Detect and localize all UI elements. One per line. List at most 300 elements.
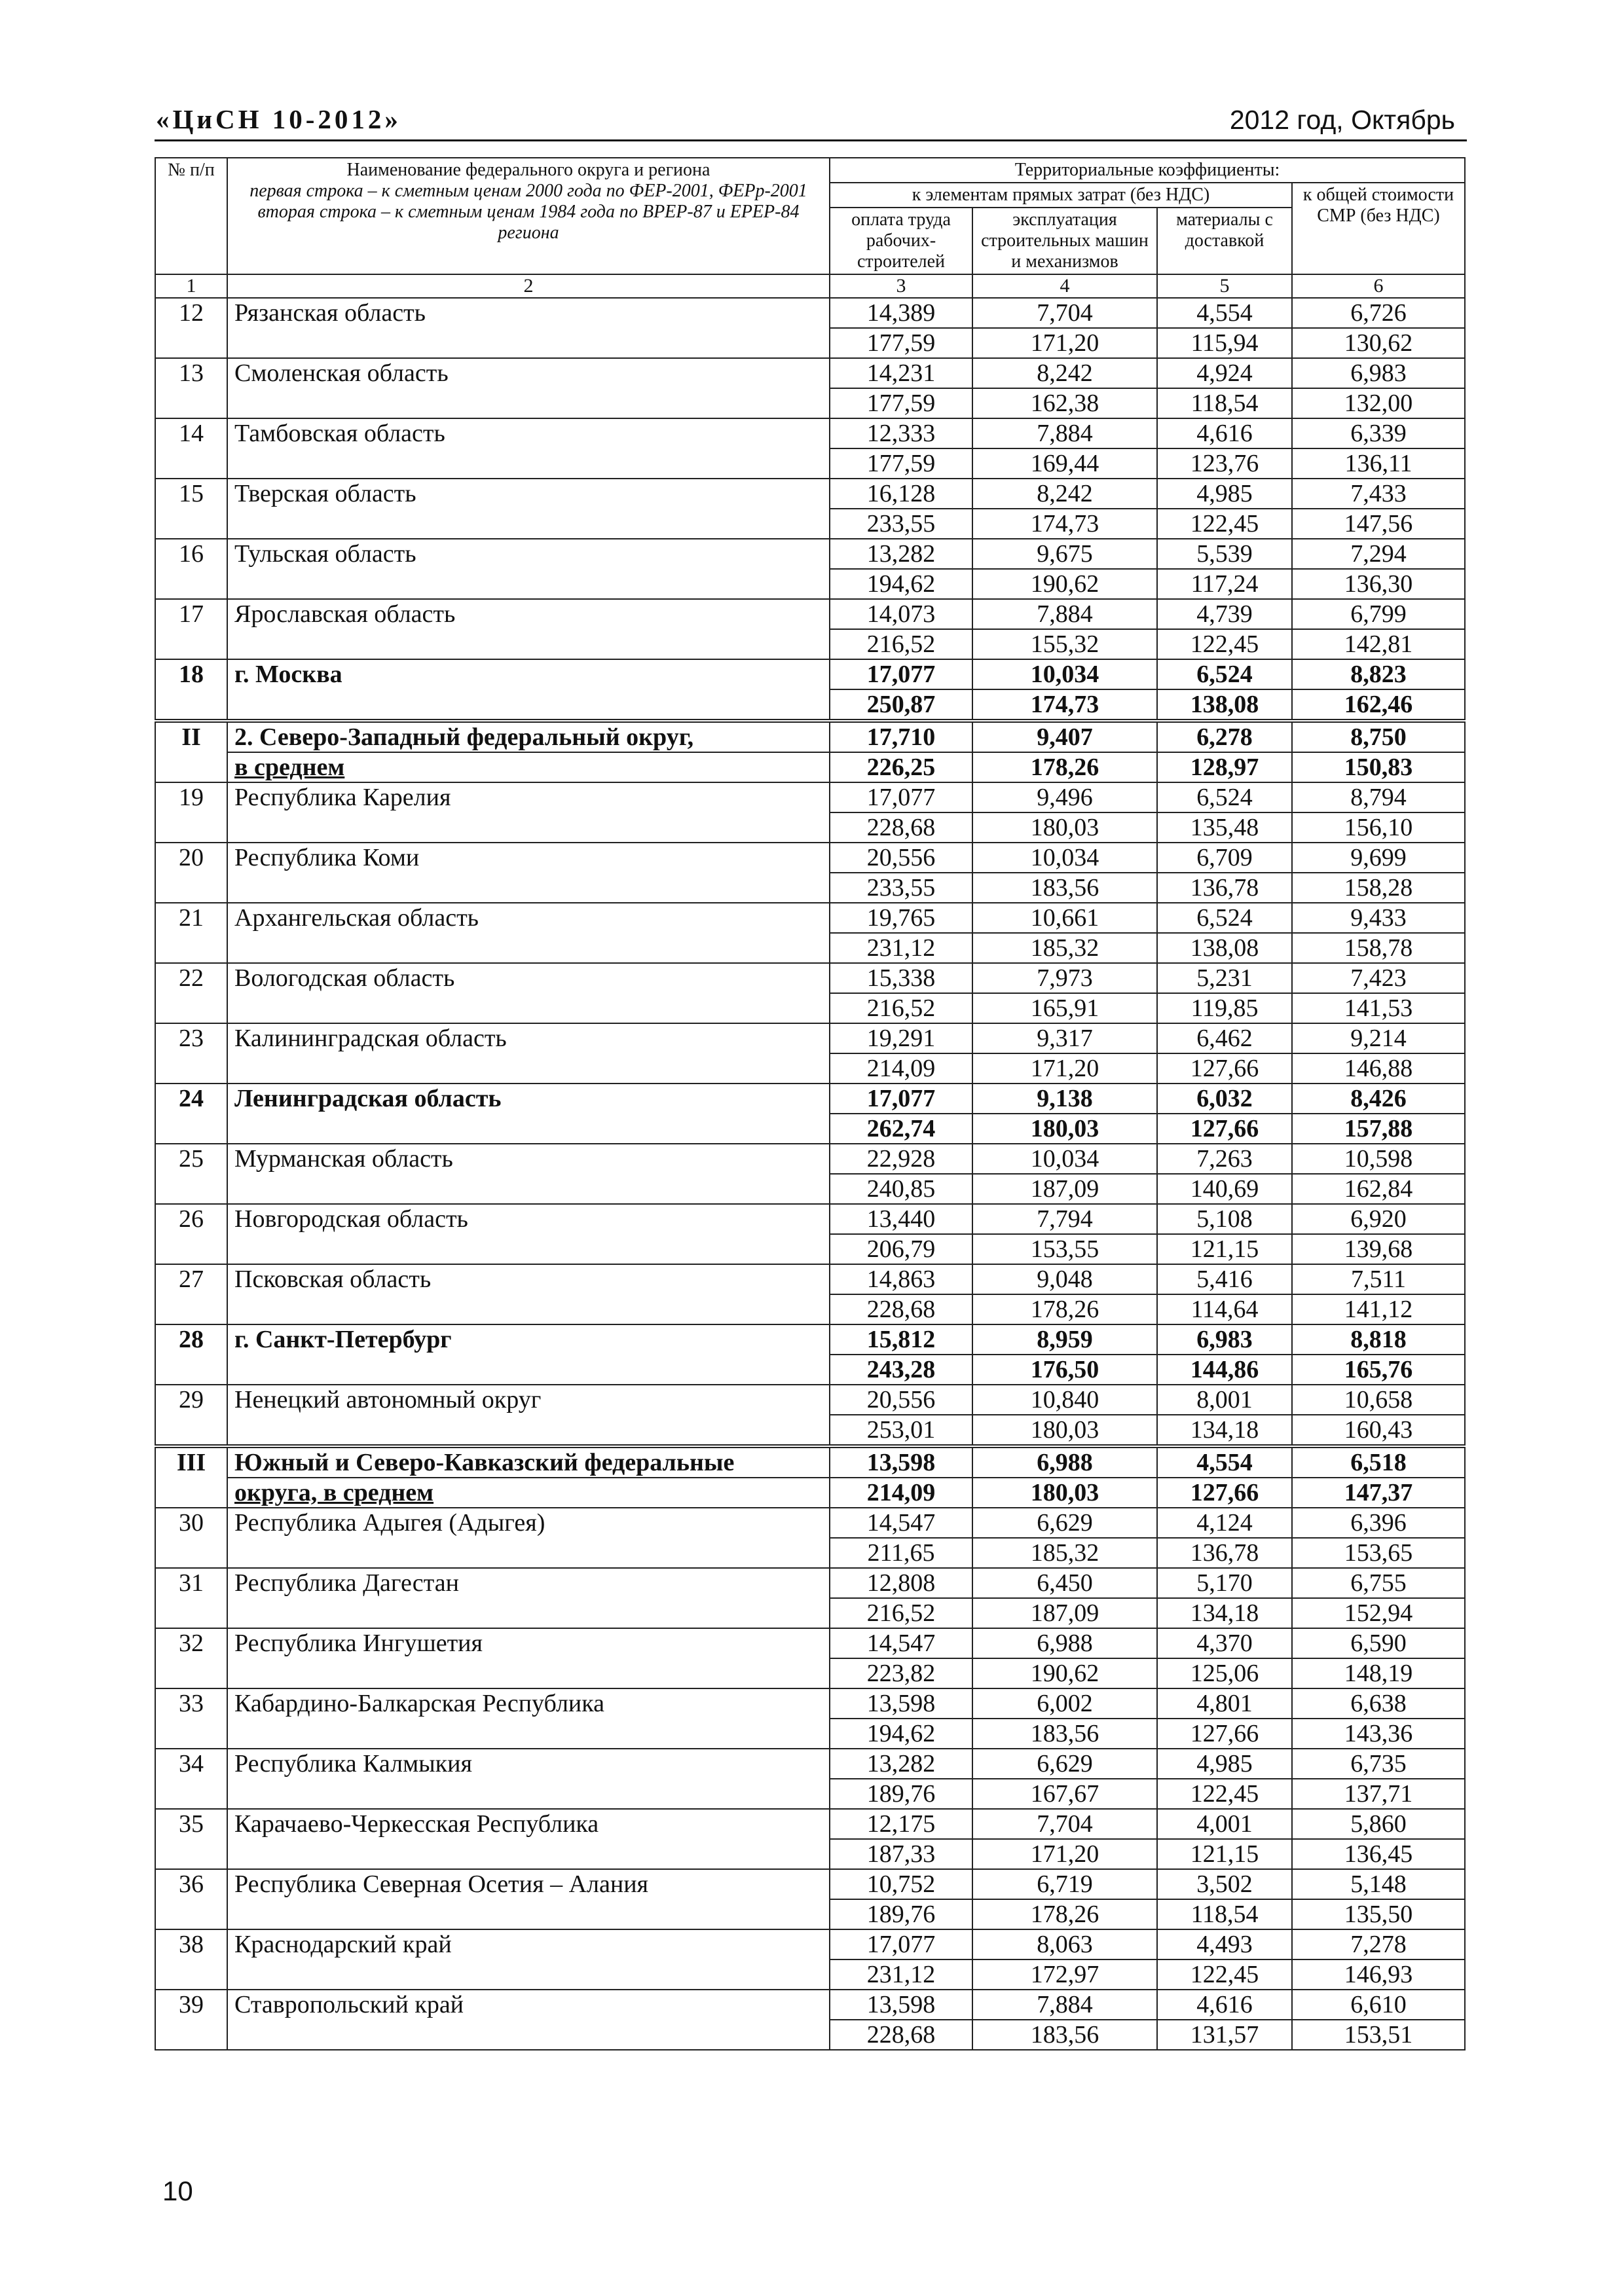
- region-row-primary: [155, 1446, 1465, 1478]
- materials-coef-1984: 122,45: [1157, 1959, 1292, 1990]
- materials-coef-1984: 127,66: [1157, 1719, 1292, 1749]
- total-coef-1984: 142,81: [1292, 629, 1465, 659]
- materials-coef-2000: 6,983: [1157, 1324, 1292, 1355]
- header-rule: [155, 139, 1467, 141]
- table-header: [155, 158, 1465, 298]
- machines-coef-2000: 7,704: [972, 298, 1157, 328]
- col-number: 3: [830, 274, 972, 298]
- total-coef-1984: 157,88: [1292, 1114, 1465, 1144]
- materials-coef-2000: 6,524: [1157, 903, 1292, 933]
- total-coef-1984: 136,30: [1292, 569, 1465, 599]
- region-row-primary: [155, 479, 1465, 509]
- machines-coef-2000: 6,719: [972, 1869, 1157, 1899]
- materials-coef-1984: 123,76: [1157, 448, 1292, 479]
- materials-coef-1984: 138,08: [1157, 689, 1292, 721]
- machines-coef-2000: 9,048: [972, 1264, 1157, 1294]
- labor-coef-2000: 17,077: [830, 1084, 972, 1114]
- region-row-primary: [155, 1990, 1465, 2020]
- region-row-primary: [155, 1869, 1465, 1899]
- labor-coef-2000: 19,765: [830, 903, 972, 933]
- materials-coef-2000: 4,554: [1157, 1446, 1292, 1478]
- labor-coef-2000: 13,282: [830, 1749, 972, 1779]
- labor-coef-1984: 187,33: [830, 1839, 972, 1869]
- materials-coef-2000: 4,616: [1157, 418, 1292, 448]
- region-row-primary: [155, 1084, 1465, 1114]
- machines-coef-1984: 190,62: [972, 569, 1157, 599]
- machines-coef-1984: 174,73: [972, 509, 1157, 539]
- total-coef-2000: 6,920: [1292, 1204, 1465, 1234]
- materials-coef-2000: 4,801: [1157, 1688, 1292, 1719]
- materials-coef-1984: 125,06: [1157, 1658, 1292, 1688]
- labor-coef-1984: 216,52: [830, 629, 972, 659]
- labor-coef-1984: 177,59: [830, 388, 972, 418]
- region-name: Тамбовская область: [227, 418, 830, 479]
- materials-coef-2000: 4,370: [1157, 1628, 1292, 1658]
- total-coef-2000: 9,699: [1292, 843, 1465, 873]
- machines-coef-2000: 9,317: [972, 1023, 1157, 1053]
- region-name: Вологодская область: [227, 963, 830, 1023]
- col-name-line2: вторая строка – к сметным ценам 1984 года по ВРЕР-87 и ЕРЕР-84 региона: [257, 202, 800, 243]
- machines-coef-1984: 183,56: [972, 873, 1157, 903]
- machines-coef-2000: 9,675: [972, 539, 1157, 569]
- region-row-primary: [155, 1023, 1465, 1053]
- region-number: 26: [155, 1204, 227, 1264]
- region-row-secondary: [155, 1478, 1465, 1508]
- region-name: Республика Ингушетия: [227, 1628, 830, 1688]
- labor-coef-1984: 240,85: [830, 1174, 972, 1204]
- region-row-primary: [155, 659, 1465, 689]
- materials-coef-1984: 118,54: [1157, 1899, 1292, 1929]
- labor-coef-1984: 206,79: [830, 1234, 972, 1264]
- machines-coef-2000: 10,840: [972, 1385, 1157, 1415]
- total-smr-header: к общей стоимости СМР (без НДС): [1292, 183, 1465, 274]
- total-coef-1984: 139,68: [1292, 1234, 1465, 1264]
- materials-coef-2000: 4,924: [1157, 358, 1292, 388]
- region-name: Республика Адыгея (Адыгея): [227, 1508, 830, 1568]
- total-coef-1984: 143,36: [1292, 1719, 1465, 1749]
- region-row-primary: [155, 1144, 1465, 1174]
- total-coef-1984: 150,83: [1292, 752, 1465, 782]
- labor-coef-2000: 14,863: [830, 1264, 972, 1294]
- labor-coef-1984: 228,68: [830, 1294, 972, 1324]
- machines-coef-1984: 183,56: [972, 1719, 1157, 1749]
- region-name: Смоленская область: [227, 358, 830, 418]
- machines-coef-1984: 185,32: [972, 1538, 1157, 1568]
- region-name: Республика Дагестан: [227, 1568, 830, 1628]
- machines-coef-1984: 178,26: [972, 752, 1157, 782]
- total-coef-1984: 136,11: [1292, 448, 1465, 479]
- col-name-title: Наименование федерального округа и региона: [346, 160, 710, 180]
- machines-coef-1984: 178,26: [972, 1294, 1157, 1324]
- region-name: Ярославская область: [227, 599, 830, 659]
- total-coef-1984: 162,46: [1292, 689, 1465, 721]
- labor-coef-2000: 14,547: [830, 1508, 972, 1538]
- materials-coef-1984: 115,94: [1157, 328, 1292, 358]
- territorial-header: Территориальные коэффициенты:: [830, 158, 1465, 183]
- materials-coef-2000: 5,170: [1157, 1568, 1292, 1598]
- labor-coef-2000: 17,077: [830, 782, 972, 812]
- materials-coef-2000: 3,502: [1157, 1869, 1292, 1899]
- region-name: Псковская область: [227, 1264, 830, 1324]
- materials-coef-2000: 4,985: [1157, 479, 1292, 509]
- total-coef-1984: 141,12: [1292, 1294, 1465, 1324]
- region-number: 36: [155, 1869, 227, 1929]
- machines-coef-1984: 169,44: [972, 448, 1157, 479]
- labor-coef-2000: 20,556: [830, 1385, 972, 1415]
- total-coef-1984: 165,76: [1292, 1355, 1465, 1385]
- labor-coef-1984: 177,59: [830, 328, 972, 358]
- region-name: Тульская область: [227, 539, 830, 599]
- total-coef-2000: 6,726: [1292, 298, 1465, 328]
- region-number: 22: [155, 963, 227, 1023]
- total-coef-1984: 156,10: [1292, 812, 1465, 843]
- total-coef-1984: 146,93: [1292, 1959, 1465, 1990]
- total-coef-1984: 135,50: [1292, 1899, 1465, 1929]
- region-name: Рязанская область: [227, 298, 830, 358]
- labor-coef-1984: 177,59: [830, 448, 972, 479]
- region-name: Республика Карелия: [227, 782, 830, 843]
- total-coef-2000: 6,638: [1292, 1688, 1465, 1719]
- region-number: 30: [155, 1508, 227, 1568]
- total-coef-2000: 10,598: [1292, 1144, 1465, 1174]
- machines-coef-2000: 10,034: [972, 843, 1157, 873]
- machines-coef-1984: 178,26: [972, 1899, 1157, 1929]
- region-row-primary: [155, 1324, 1465, 1355]
- region-name: Республика Северная Осетия – Алания: [227, 1869, 830, 1929]
- machines-coef-2000: 6,450: [972, 1568, 1157, 1598]
- region-name: Карачаево-Черкесская Республика: [227, 1809, 830, 1869]
- total-coef-1984: 148,19: [1292, 1658, 1465, 1688]
- region-row-primary: [155, 418, 1465, 448]
- document-code: «ЦиСН 10-2012»: [156, 104, 401, 134]
- total-coef-2000: 6,339: [1292, 418, 1465, 448]
- machines-coef-2000: 7,884: [972, 418, 1157, 448]
- machines-coef-1984: 162,38: [972, 388, 1157, 418]
- machines-coef-1984: 180,03: [972, 1415, 1157, 1446]
- total-coef-1984: 147,37: [1292, 1478, 1465, 1508]
- machines-coef-2000: 6,988: [972, 1446, 1157, 1478]
- machines-coef-2000: 7,704: [972, 1809, 1157, 1839]
- total-coef-1984: 147,56: [1292, 509, 1465, 539]
- materials-coef-1984: 118,54: [1157, 388, 1292, 418]
- materials-coef-1984: 122,45: [1157, 509, 1292, 539]
- machines-coef-1984: 171,20: [972, 1839, 1157, 1869]
- labor-coef-1984: 189,76: [830, 1899, 972, 1929]
- total-coef-1984: 130,62: [1292, 328, 1465, 358]
- labor-coef-1984: 233,55: [830, 509, 972, 539]
- region-number: 12: [155, 298, 227, 358]
- machines-coef-2000: 10,661: [972, 903, 1157, 933]
- machines-coef-2000: 8,242: [972, 358, 1157, 388]
- region-number: III: [155, 1446, 227, 1508]
- materials-coef-2000: 5,231: [1157, 963, 1292, 993]
- labor-coef-2000: 14,073: [830, 599, 972, 629]
- document-date: 2012 год, Октябрь: [1229, 105, 1455, 135]
- region-number: 16: [155, 539, 227, 599]
- labor-coef-1984: 231,12: [830, 933, 972, 963]
- machines-coef-1984: 187,09: [972, 1598, 1157, 1628]
- materials-coef-2000: 4,493: [1157, 1929, 1292, 1959]
- region-number: 27: [155, 1264, 227, 1324]
- materials-coef-1984: 121,15: [1157, 1839, 1292, 1869]
- materials-coef-1984: 127,66: [1157, 1478, 1292, 1508]
- labor-coef-1984: 231,12: [830, 1959, 972, 1990]
- region-number: 32: [155, 1628, 227, 1688]
- labor-coef-1984: 233,55: [830, 873, 972, 903]
- region-number: 33: [155, 1688, 227, 1749]
- total-coef-1984: 136,45: [1292, 1839, 1465, 1869]
- materials-coef-1984: 121,15: [1157, 1234, 1292, 1264]
- labor-coef-1984: 253,01: [830, 1415, 972, 1446]
- region-number: 19: [155, 782, 227, 843]
- region-name: Республика Калмыкия: [227, 1749, 830, 1809]
- region-name: Ленинградская область: [227, 1084, 830, 1144]
- materials-coef-2000: 4,616: [1157, 1990, 1292, 2020]
- materials-coef-2000: 5,108: [1157, 1204, 1292, 1234]
- machines-coef-1984: 176,50: [972, 1355, 1157, 1385]
- total-coef-2000: 5,148: [1292, 1869, 1465, 1899]
- labor-coef-2000: 13,598: [830, 1688, 972, 1719]
- machines-coef-2000: 8,063: [972, 1929, 1157, 1959]
- labor-coef-1984: 262,74: [830, 1114, 972, 1144]
- total-coef-1984: 160,43: [1292, 1415, 1465, 1446]
- machines-coef-2000: 10,034: [972, 1144, 1157, 1174]
- region-row-primary: [155, 1809, 1465, 1839]
- region-row-primary: [155, 599, 1465, 629]
- materials-coef-1984: 127,66: [1157, 1114, 1292, 1144]
- total-coef-2000: 9,433: [1292, 903, 1465, 933]
- materials-coef-1984: 134,18: [1157, 1415, 1292, 1446]
- region-number: 38: [155, 1929, 227, 1990]
- materials-coef-2000: 6,032: [1157, 1084, 1292, 1114]
- labor-coef-2000: 17,710: [830, 721, 972, 752]
- labor-coef-2000: 17,077: [830, 1929, 972, 1959]
- total-coef-2000: 6,799: [1292, 599, 1465, 629]
- total-coef-1984: 141,53: [1292, 993, 1465, 1023]
- total-coef-1984: 137,71: [1292, 1779, 1465, 1809]
- region-number: 18: [155, 659, 227, 721]
- materials-coef-1984: 135,48: [1157, 812, 1292, 843]
- table-body: [155, 298, 1465, 2050]
- machines-coef-1984: 190,62: [972, 1658, 1157, 1688]
- region-row-primary: [155, 358, 1465, 388]
- col-no-header: № п/п: [155, 158, 227, 274]
- total-coef-2000: 6,396: [1292, 1508, 1465, 1538]
- materials-coef-2000: 4,124: [1157, 1508, 1292, 1538]
- materials-coef-1984: 138,08: [1157, 933, 1292, 963]
- region-number: 28: [155, 1324, 227, 1385]
- total-coef-2000: 6,518: [1292, 1446, 1465, 1478]
- materials-coef-1984: 144,86: [1157, 1355, 1292, 1385]
- region-row-secondary: [155, 752, 1465, 782]
- machines-coef-2000: 8,242: [972, 479, 1157, 509]
- machines-coef-1984: 180,03: [972, 1478, 1157, 1508]
- labor-coef-2000: 12,175: [830, 1809, 972, 1839]
- materials-header: материалы с доставкой: [1157, 208, 1292, 274]
- labor-coef-2000: 13,282: [830, 539, 972, 569]
- machines-coef-1984: 171,20: [972, 1053, 1157, 1084]
- total-coef-2000: 8,426: [1292, 1084, 1465, 1114]
- column-numbers-row: [155, 274, 1465, 298]
- labor-coef-2000: 17,077: [830, 659, 972, 689]
- materials-coef-1984: 117,24: [1157, 569, 1292, 599]
- materials-coef-2000: 8,001: [1157, 1385, 1292, 1415]
- labor-coef-2000: 13,598: [830, 1446, 972, 1478]
- labor-coef-1984: 214,09: [830, 1053, 972, 1084]
- region-number: 20: [155, 843, 227, 903]
- machines-header: эксплуатация строительных машин и механизмов: [972, 208, 1157, 274]
- region-row-primary: [155, 1508, 1465, 1538]
- col-number: 6: [1292, 274, 1465, 298]
- machines-coef-1984: 153,55: [972, 1234, 1157, 1264]
- region-number: 35: [155, 1809, 227, 1869]
- materials-coef-1984: 119,85: [1157, 993, 1292, 1023]
- region-row-primary: [155, 1204, 1465, 1234]
- materials-coef-1984: 128,97: [1157, 752, 1292, 782]
- labor-coef-1984: 211,65: [830, 1538, 972, 1568]
- region-name: Калининградская область: [227, 1023, 830, 1084]
- total-coef-1984: 132,00: [1292, 388, 1465, 418]
- region-name-continued: в среднем: [227, 752, 830, 782]
- machines-coef-1984: 180,03: [972, 1114, 1157, 1144]
- machines-coef-1984: 165,91: [972, 993, 1157, 1023]
- region-name: Ставропольский край: [227, 1990, 830, 2050]
- materials-coef-2000: 5,416: [1157, 1264, 1292, 1294]
- machines-coef-2000: 9,407: [972, 721, 1157, 752]
- region-name: Ненецкий автономный округ: [227, 1385, 830, 1446]
- machines-coef-2000: 10,034: [972, 659, 1157, 689]
- region-number: 17: [155, 599, 227, 659]
- labor-coef-1984: 194,62: [830, 1719, 972, 1749]
- region-name: Новгородская область: [227, 1204, 830, 1264]
- machines-coef-2000: 6,629: [972, 1749, 1157, 1779]
- machines-coef-2000: 9,496: [972, 782, 1157, 812]
- machines-coef-1984: 183,56: [972, 2020, 1157, 2050]
- total-coef-2000: 6,590: [1292, 1628, 1465, 1658]
- materials-coef-2000: 6,524: [1157, 659, 1292, 689]
- total-coef-1984: 162,84: [1292, 1174, 1465, 1204]
- machines-coef-2000: 7,884: [972, 1990, 1157, 2020]
- labor-coef-2000: 22,928: [830, 1144, 972, 1174]
- total-coef-2000: 7,423: [1292, 963, 1465, 993]
- region-row-primary: [155, 1385, 1465, 1415]
- region-row-primary: [155, 903, 1465, 933]
- machines-coef-2000: 8,959: [972, 1324, 1157, 1355]
- region-number: 13: [155, 358, 227, 418]
- region-row-primary: [155, 539, 1465, 569]
- labor-coef-2000: 14,389: [830, 298, 972, 328]
- region-number: 31: [155, 1568, 227, 1628]
- region-name: г. Санкт-Петербург: [227, 1324, 830, 1385]
- total-coef-2000: 8,818: [1292, 1324, 1465, 1355]
- region-name: г. Москва: [227, 659, 830, 721]
- total-coef-1984: 153,65: [1292, 1538, 1465, 1568]
- machines-coef-1984: 185,32: [972, 933, 1157, 963]
- region-name-continued: округа, в среднем: [227, 1478, 830, 1508]
- region-name: Краснодарский край: [227, 1929, 830, 1990]
- total-coef-2000: 7,294: [1292, 539, 1465, 569]
- region-name: Мурманская область: [227, 1144, 830, 1204]
- labor-coef-2000: 13,440: [830, 1204, 972, 1234]
- region-row-primary: [155, 298, 1465, 328]
- region-name: Тверская область: [227, 479, 830, 539]
- region-row-primary: [155, 843, 1465, 873]
- machines-coef-1984: 167,67: [972, 1779, 1157, 1809]
- labor-coef-2000: 13,598: [830, 1990, 972, 2020]
- labor-coef-1984: 214,09: [830, 1478, 972, 1508]
- machines-coef-1984: 155,32: [972, 629, 1157, 659]
- machines-coef-2000: 9,138: [972, 1084, 1157, 1114]
- col-number: 5: [1157, 274, 1292, 298]
- region-number: II: [155, 721, 227, 782]
- labor-coef-2000: 10,752: [830, 1869, 972, 1899]
- col-name-line1: первая строка – к сметным ценам 2000 года по ФЕР-2001, ФЕРр-2001: [249, 181, 807, 201]
- machines-coef-2000: 6,002: [972, 1688, 1157, 1719]
- labor-coef-2000: 12,808: [830, 1568, 972, 1598]
- materials-coef-2000: 6,462: [1157, 1023, 1292, 1053]
- labor-coef-2000: 14,547: [830, 1628, 972, 1658]
- labor-coef-1984: 228,68: [830, 812, 972, 843]
- total-coef-2000: 7,511: [1292, 1264, 1465, 1294]
- labor-header: оплата труда рабочих-строителей: [830, 208, 972, 274]
- total-coef-2000: 5,860: [1292, 1809, 1465, 1839]
- total-coef-2000: 6,983: [1292, 358, 1465, 388]
- region-number: 24: [155, 1084, 227, 1144]
- labor-coef-1984: 243,28: [830, 1355, 972, 1385]
- region-number: 15: [155, 479, 227, 539]
- region-number: 29: [155, 1385, 227, 1446]
- region-number: 39: [155, 1990, 227, 2050]
- total-coef-2000: 6,610: [1292, 1990, 1465, 2020]
- total-coef-1984: 158,78: [1292, 933, 1465, 963]
- machines-coef-1984: 174,73: [972, 689, 1157, 721]
- materials-coef-1984: 134,18: [1157, 1598, 1292, 1628]
- labor-coef-1984: 194,62: [830, 569, 972, 599]
- labor-coef-1984: 226,25: [830, 752, 972, 782]
- materials-coef-1984: 136,78: [1157, 1538, 1292, 1568]
- region-row-primary: [155, 963, 1465, 993]
- labor-coef-1984: 223,82: [830, 1658, 972, 1688]
- region-row-primary: [155, 1628, 1465, 1658]
- region-name: Республика Коми: [227, 843, 830, 903]
- region-row-primary: [155, 1568, 1465, 1598]
- labor-coef-2000: 16,128: [830, 479, 972, 509]
- materials-coef-2000: 6,524: [1157, 782, 1292, 812]
- labor-coef-2000: 20,556: [830, 843, 972, 873]
- direct-costs-header: к элементам прямых затрат (без НДС): [830, 183, 1292, 208]
- labor-coef-1984: 216,52: [830, 993, 972, 1023]
- coefficients-table: [155, 157, 1466, 2050]
- materials-coef-2000: 4,001: [1157, 1809, 1292, 1839]
- region-name: 2. Северо-Западный федеральный округ,: [227, 721, 830, 752]
- materials-coef-1984: 114,64: [1157, 1294, 1292, 1324]
- materials-coef-2000: 6,709: [1157, 843, 1292, 873]
- machines-coef-2000: 7,884: [972, 599, 1157, 629]
- region-row-primary: [155, 721, 1465, 752]
- region-name: Южный и Северо-Кавказский федеральные: [227, 1446, 830, 1478]
- region-name: Кабардино-Балкарская Республика: [227, 1688, 830, 1749]
- materials-coef-1984: 131,57: [1157, 2020, 1292, 2050]
- total-coef-2000: 8,750: [1292, 721, 1465, 752]
- materials-coef-1984: 127,66: [1157, 1053, 1292, 1084]
- machines-coef-2000: 6,629: [972, 1508, 1157, 1538]
- region-number: 34: [155, 1749, 227, 1809]
- machines-coef-1984: 180,03: [972, 812, 1157, 843]
- region-row-primary: [155, 1749, 1465, 1779]
- labor-coef-2000: 14,231: [830, 358, 972, 388]
- col-number: 2: [227, 274, 830, 298]
- materials-coef-2000: 4,554: [1157, 298, 1292, 328]
